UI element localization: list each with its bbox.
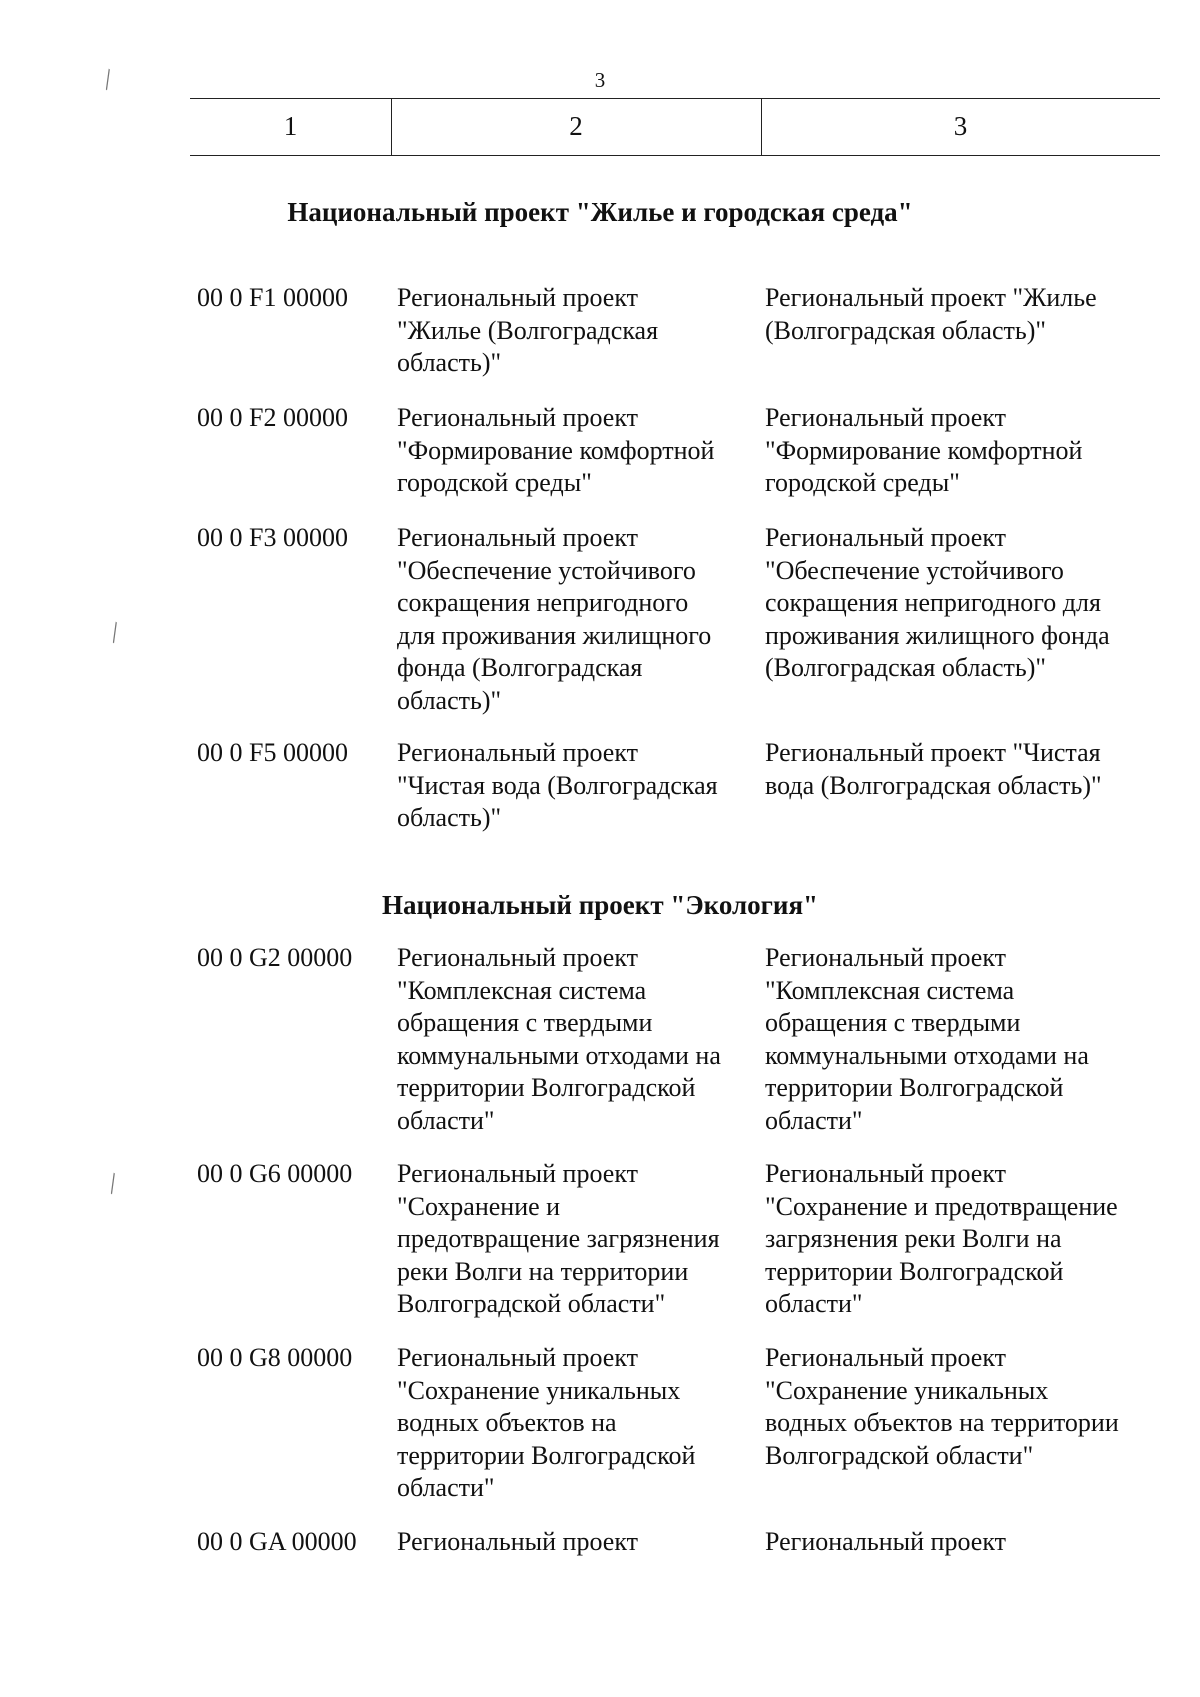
header-col-3: 3 <box>953 111 968 141</box>
description-cell: Региональный проект "Чистая вода (Волгоградская область)" <box>765 738 1102 800</box>
name-cell: Региональный проект "Формирование комфортной городской среды" <box>397 403 715 497</box>
scan-mark-icon: ╲ <box>103 1172 123 1195</box>
name-cell: Региональный проект "Сохранение и предотвращение загрязнения реки Волги на территории Волгоградской области" <box>397 1159 720 1318</box>
header-top-rule <box>190 98 1160 99</box>
header-bottom-rule <box>190 155 1160 156</box>
scan-mark-icon: ╲ <box>105 621 125 644</box>
code-cell: 00 0 F1 00000 <box>197 283 348 312</box>
name-cell: Региональный проект <box>397 1527 638 1556</box>
description-cell: Региональный проект "Формирование комфортной городской среды" <box>765 403 1083 497</box>
description-cell: Региональный проект "Жилье (Волгоградская область)" <box>765 283 1097 345</box>
description-cell: Региональный проект "Сохранение и предотвращение загрязнения реки Волги на территории Волгоградской области" <box>765 1159 1118 1318</box>
header-col-1: 1 <box>283 111 298 141</box>
description-cell: Региональный проект "Комплексная система обращения с твердыми коммунальными отходами на территории Волгоградской области" <box>765 943 1089 1135</box>
description-cell: Региональный проект "Сохранение уникальных водных объектов на территории Волгоградской области" <box>765 1343 1119 1470</box>
name-cell: Региональный проект "Жилье (Волгоградская область)" <box>397 283 659 377</box>
name-cell: Региональный проект "Комплексная система обращения с твердыми коммунальными отходами на территории Волгоградской области" <box>397 943 721 1135</box>
section-title: Национальный проект "Жилье и городская среда" <box>287 197 913 227</box>
description-cell: Региональный проект <box>765 1527 1006 1556</box>
page-number: 3 <box>594 68 606 92</box>
code-cell: 00 0 F5 00000 <box>197 738 348 767</box>
code-cell: 00 0 G6 00000 <box>197 1159 353 1188</box>
code-cell: 00 0 GA 00000 <box>197 1527 357 1556</box>
scan-mark-icon: ╲ <box>98 68 118 91</box>
name-cell: Региональный проект "Обеспечение устойчивого сокращения непригодного для проживания жилищного фонда (Волгоградская область)" <box>397 523 712 715</box>
description-cell: Региональный проект "Обеспечение устойчивого сокращения непригодного для проживания жилищного фонда (Волгоградская область)" <box>765 523 1110 682</box>
name-cell: Региональный проект "Сохранение уникальных водных объектов на территории Волгоградской области" <box>397 1343 696 1502</box>
code-cell: 00 0 G2 00000 <box>197 943 353 972</box>
code-cell: 00 0 F3 00000 <box>197 523 348 552</box>
header-col-2: 2 <box>569 111 583 141</box>
code-cell: 00 0 F2 00000 <box>197 403 348 432</box>
name-cell: Региональный проект "Чистая вода (Волгоградская область)" <box>397 738 718 832</box>
section-title: Национальный проект "Экология" <box>381 890 819 920</box>
code-cell: 00 0 G8 00000 <box>197 1343 353 1372</box>
